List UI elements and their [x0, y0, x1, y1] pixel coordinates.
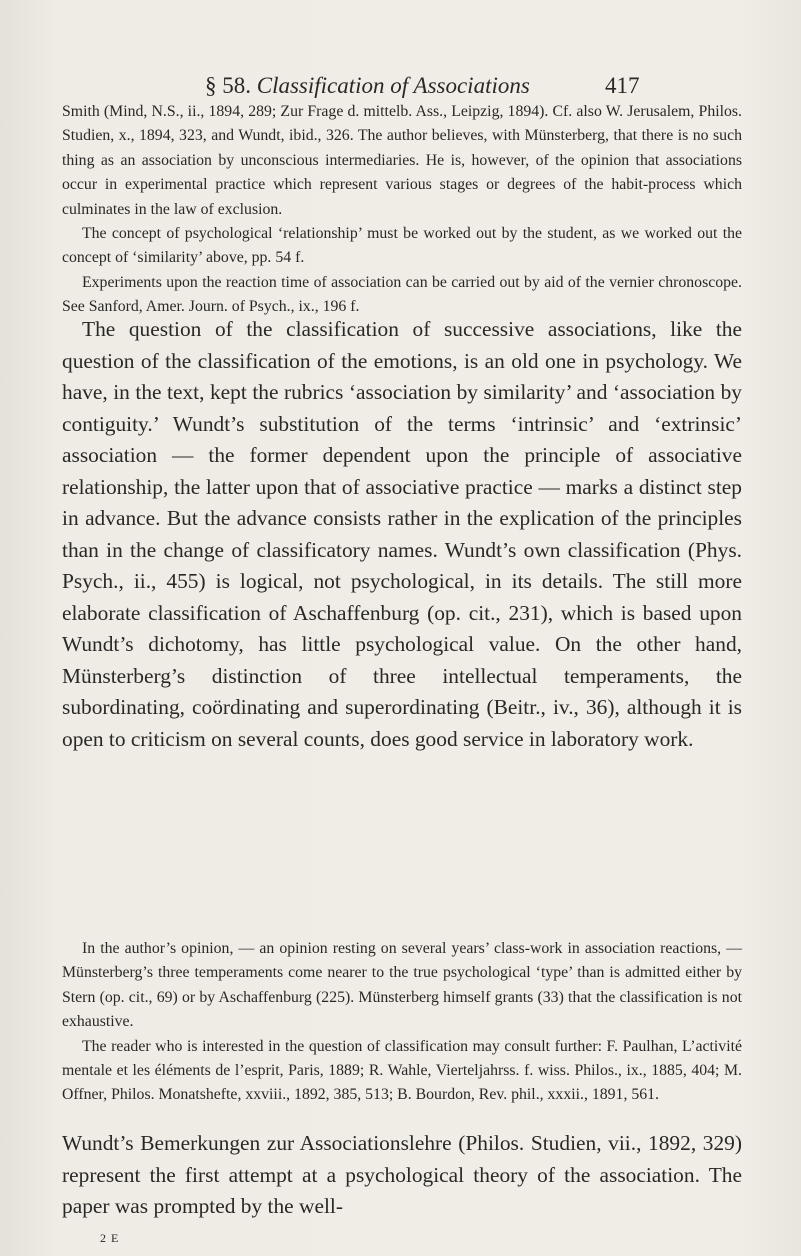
note-block-bottom	[62, 937, 742, 1108]
main-text-continuation	[62, 1128, 742, 1223]
signature-mark: 2 E	[100, 1231, 120, 1245]
note-paragraph: The reader who is interested in the question of classification may consult further: F. Paulhan, L’activité mentale et les éléments de l’esprit, Paris, 1889; R. Wahle, Vierteljahrss. f. wiss. Philos., ix., 1885, 404; M. Offner, Philos. Monatshefte, xxviii., 1892, 385, 513; B. Bourdon, Rev. phil., xxxii., 1891, 561.	[62, 1037, 742, 1104]
main-text-block	[62, 314, 742, 755]
note-paragraph: Smith (Mind, N.S., ii., 1894, 289; Zur Frage d. mittelb. Ass., Leipzig, 1894). Cf. also W. Jerusalem, Philos. Studien, x., 1894, 323, and Wundt, ibid., 326. The author believes, with Münsterberg, that there is no such thing as an association by unconscious intermediaries. He is, however, of the opinion that associations occur in experimental practice which represent various stages or degrees of the habit-process which culminates in the law of exclusion.	[62, 103, 742, 218]
note-paragraph: Experiments upon the reaction time of association can be carried out by aid of the vernier chronoscope. See Sanford, Amer. Journ. of Psych., ix., 196 f.	[62, 273, 742, 316]
running-header	[205, 73, 640, 99]
running-title: Classification of Associations	[256, 73, 530, 98]
main-paragraph: Wundt’s Bemerkungen zur Associationslehre (Philos. Studien, vii., 1892, 329) represent the first attempt at a psychological theory of the association. The paper was prompted by the well-	[62, 1131, 742, 1218]
main-paragraph: The question of the classification of successive associations, like the question of the classification of the emotions, is an old one in psychology. We have, in the text, kept the rubrics ‘association by similarity’ and ‘association by contiguity.’ Wundt’s substitution of the terms ‘intrinsic’ and ‘extrinsic’ association — the former dependent upon the principle of associative relationship, the latter upon that of associative practice — marks a distinct step in advance. But the advance consists rather in the explication of the principles than in the change of classificatory names. Wundt’s own classification (Phys. Psych., ii., 455) is logical, not psychological, in its details. The still more elaborate classification of Aschaffenburg (op. cit., 231), which is based upon Wundt’s dichotomy, has little psychological value. On the other hand, Münsterberg’s distinction of three intellectual temperaments, the subordinating, coördinating and superordinating (Beitr., iv., 36), although it is open to criticism on several counts, does good service in laboratory work.	[62, 317, 742, 751]
note-paragraph: In the author’s opinion, — an opinion resting on several years’ class-work in association reactions, — Münsterberg’s three temperaments come nearer to the true psychological ‘type’ than is admitted either by Stern (op. cit., 69) or by Aschaffenburg (225). Münsterberg himself grants (33) that the classification is not exhaustive.	[62, 940, 742, 1031]
note-block-top	[62, 100, 742, 320]
note-paragraph: The concept of psychological ‘relationship’ must be worked out by the student, as we worked out the concept of ‘similarity’ above, pp. 54 f.	[62, 225, 742, 267]
page-number: 417	[605, 73, 640, 98]
section-number: § 58.	[205, 73, 251, 98]
